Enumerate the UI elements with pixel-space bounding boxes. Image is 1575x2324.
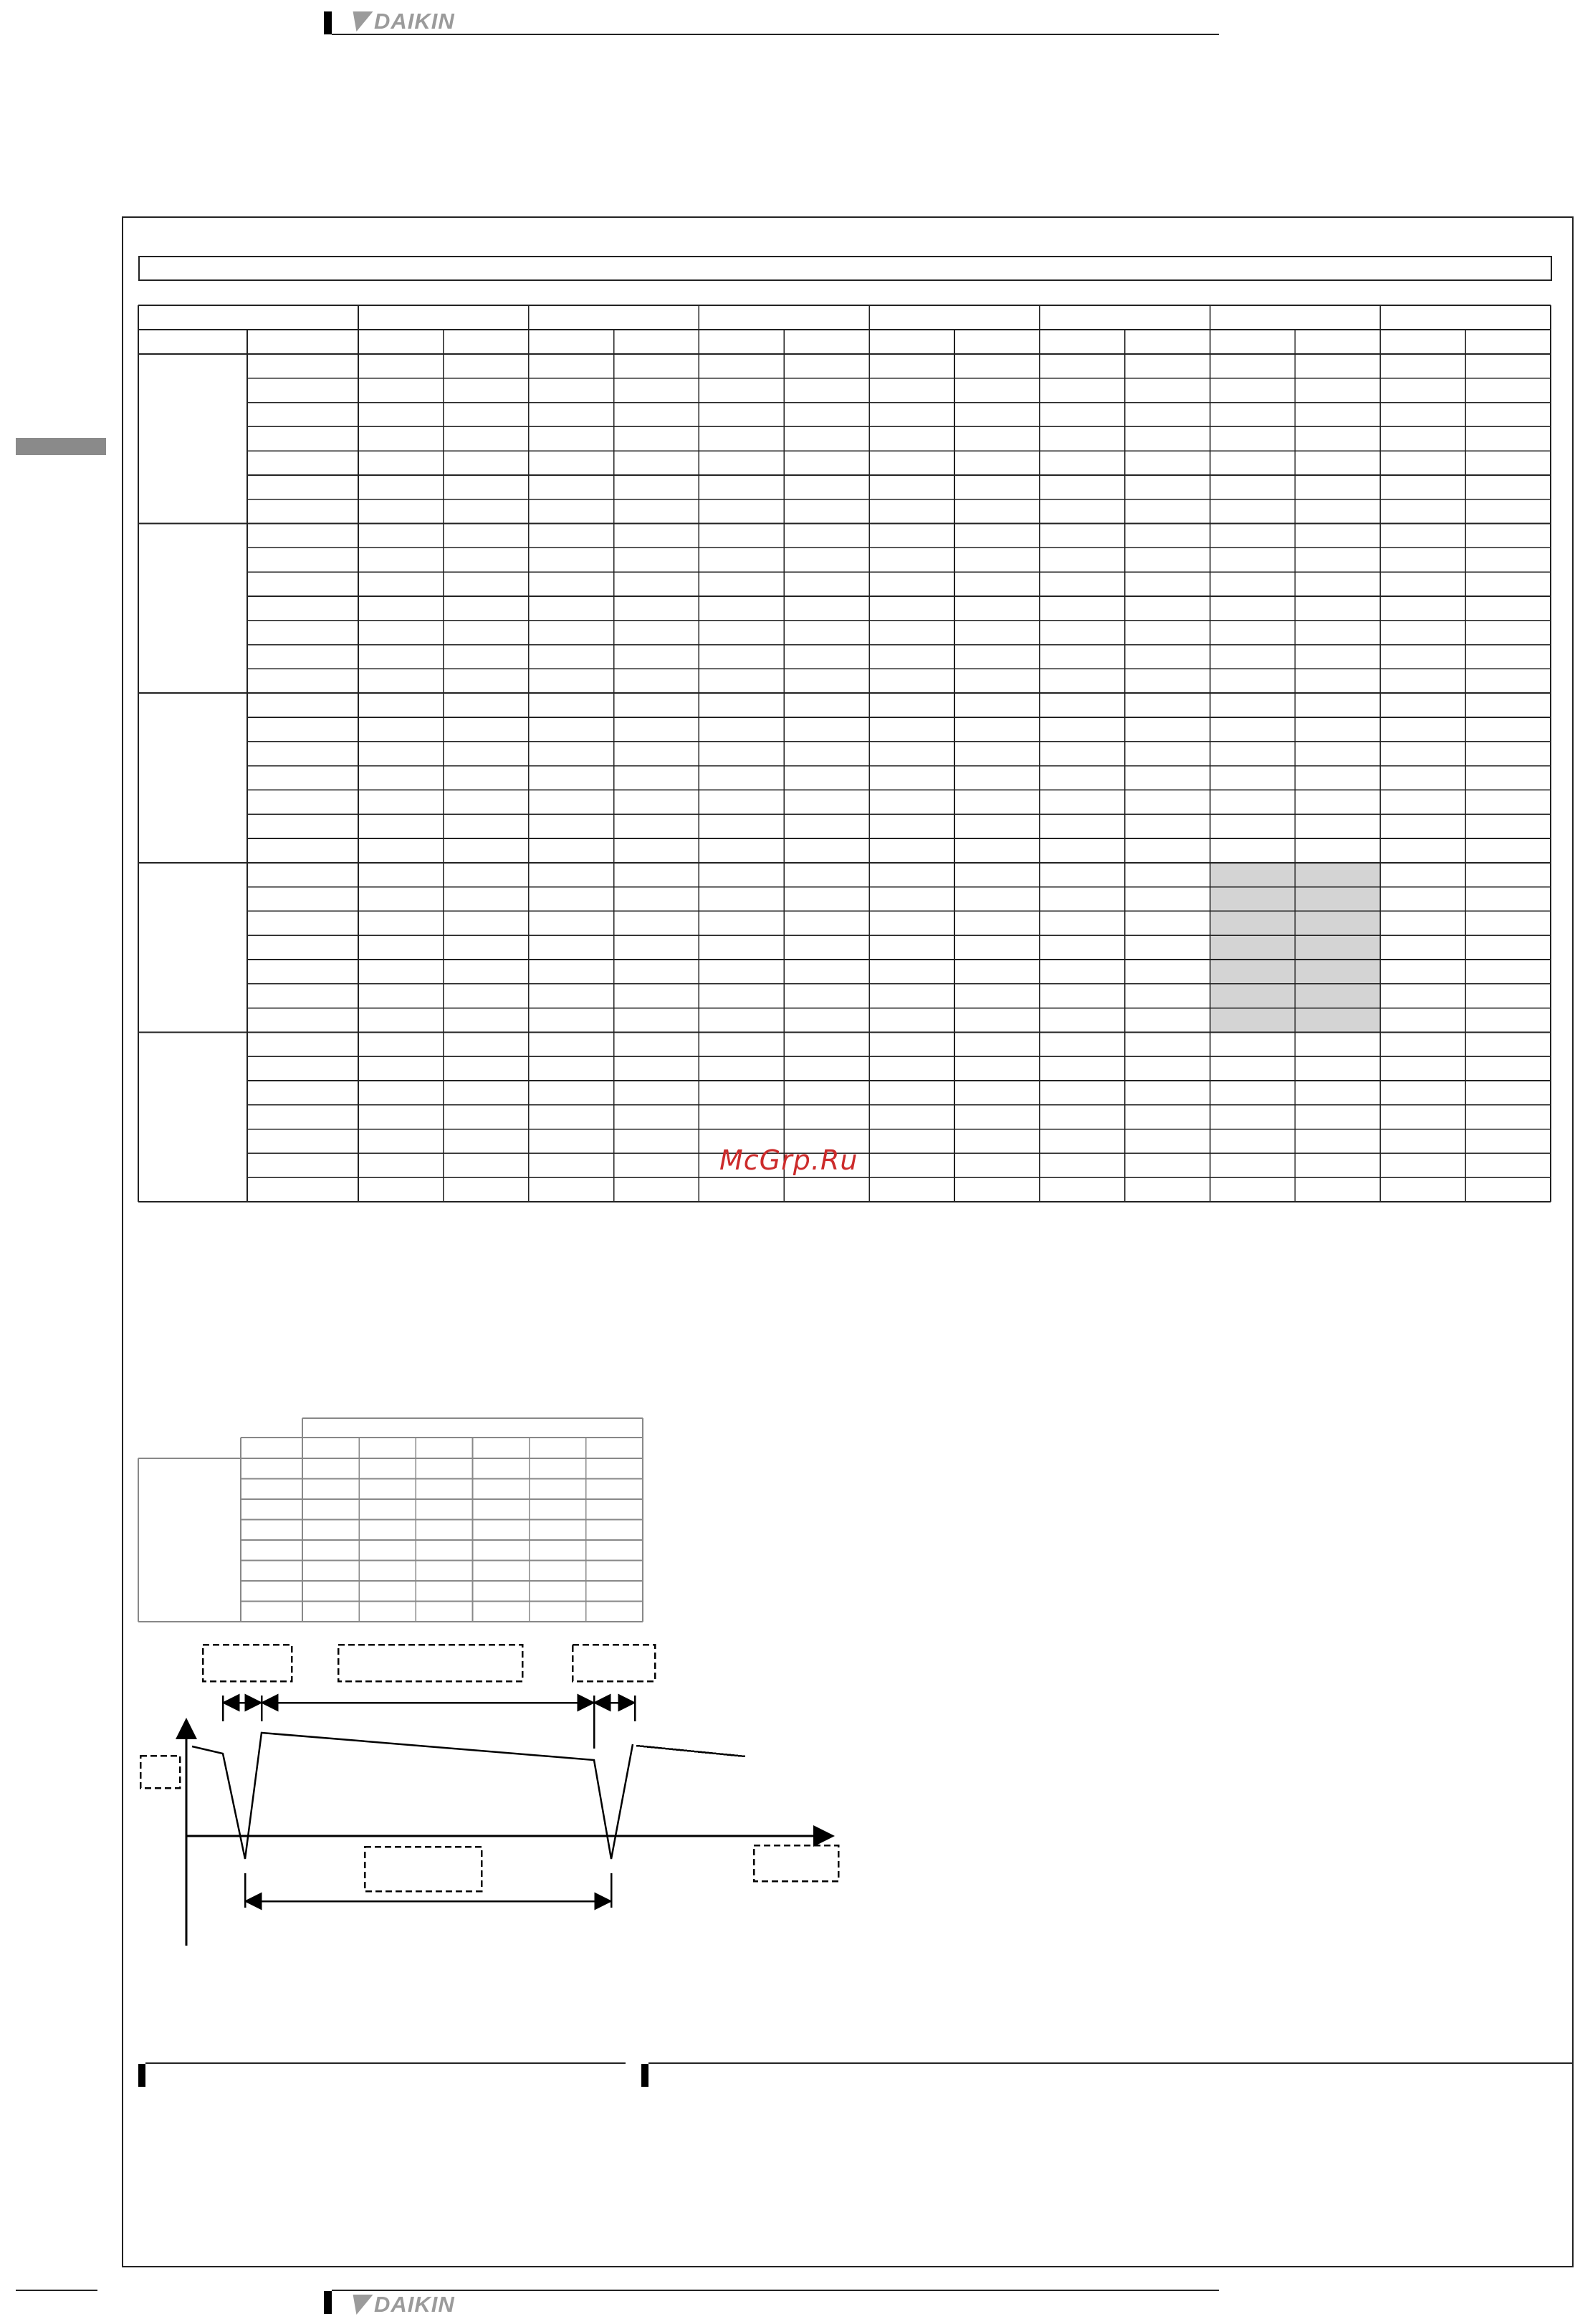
label-box-1	[203, 1645, 292, 1681]
footer-logo	[350, 2292, 455, 2318]
waveform	[192, 1733, 633, 1859]
section-marker-right	[641, 2064, 648, 2087]
daikin-logo-icon	[346, 2295, 373, 2315]
watermark: McGrp.Ru	[719, 1144, 858, 1176]
label-box-4	[365, 1847, 482, 1891]
header-brand-text: DAIKIN	[374, 9, 455, 34]
footer-rule	[332, 2290, 1219, 2291]
section-rule-left	[145, 2062, 626, 2064]
footer-marker	[324, 2291, 332, 2314]
waveform-tail	[636, 1746, 745, 1756]
label-box-y	[140, 1756, 180, 1788]
section-marker-left	[138, 2064, 145, 2087]
label-box-2	[338, 1645, 522, 1681]
footer-rule-left	[16, 2290, 97, 2291]
label-box-x	[754, 1845, 838, 1881]
label-box-3	[573, 1645, 655, 1681]
section-rule-right	[648, 2062, 1573, 2064]
footer-brand-text: DAIKIN	[374, 2292, 455, 2317]
